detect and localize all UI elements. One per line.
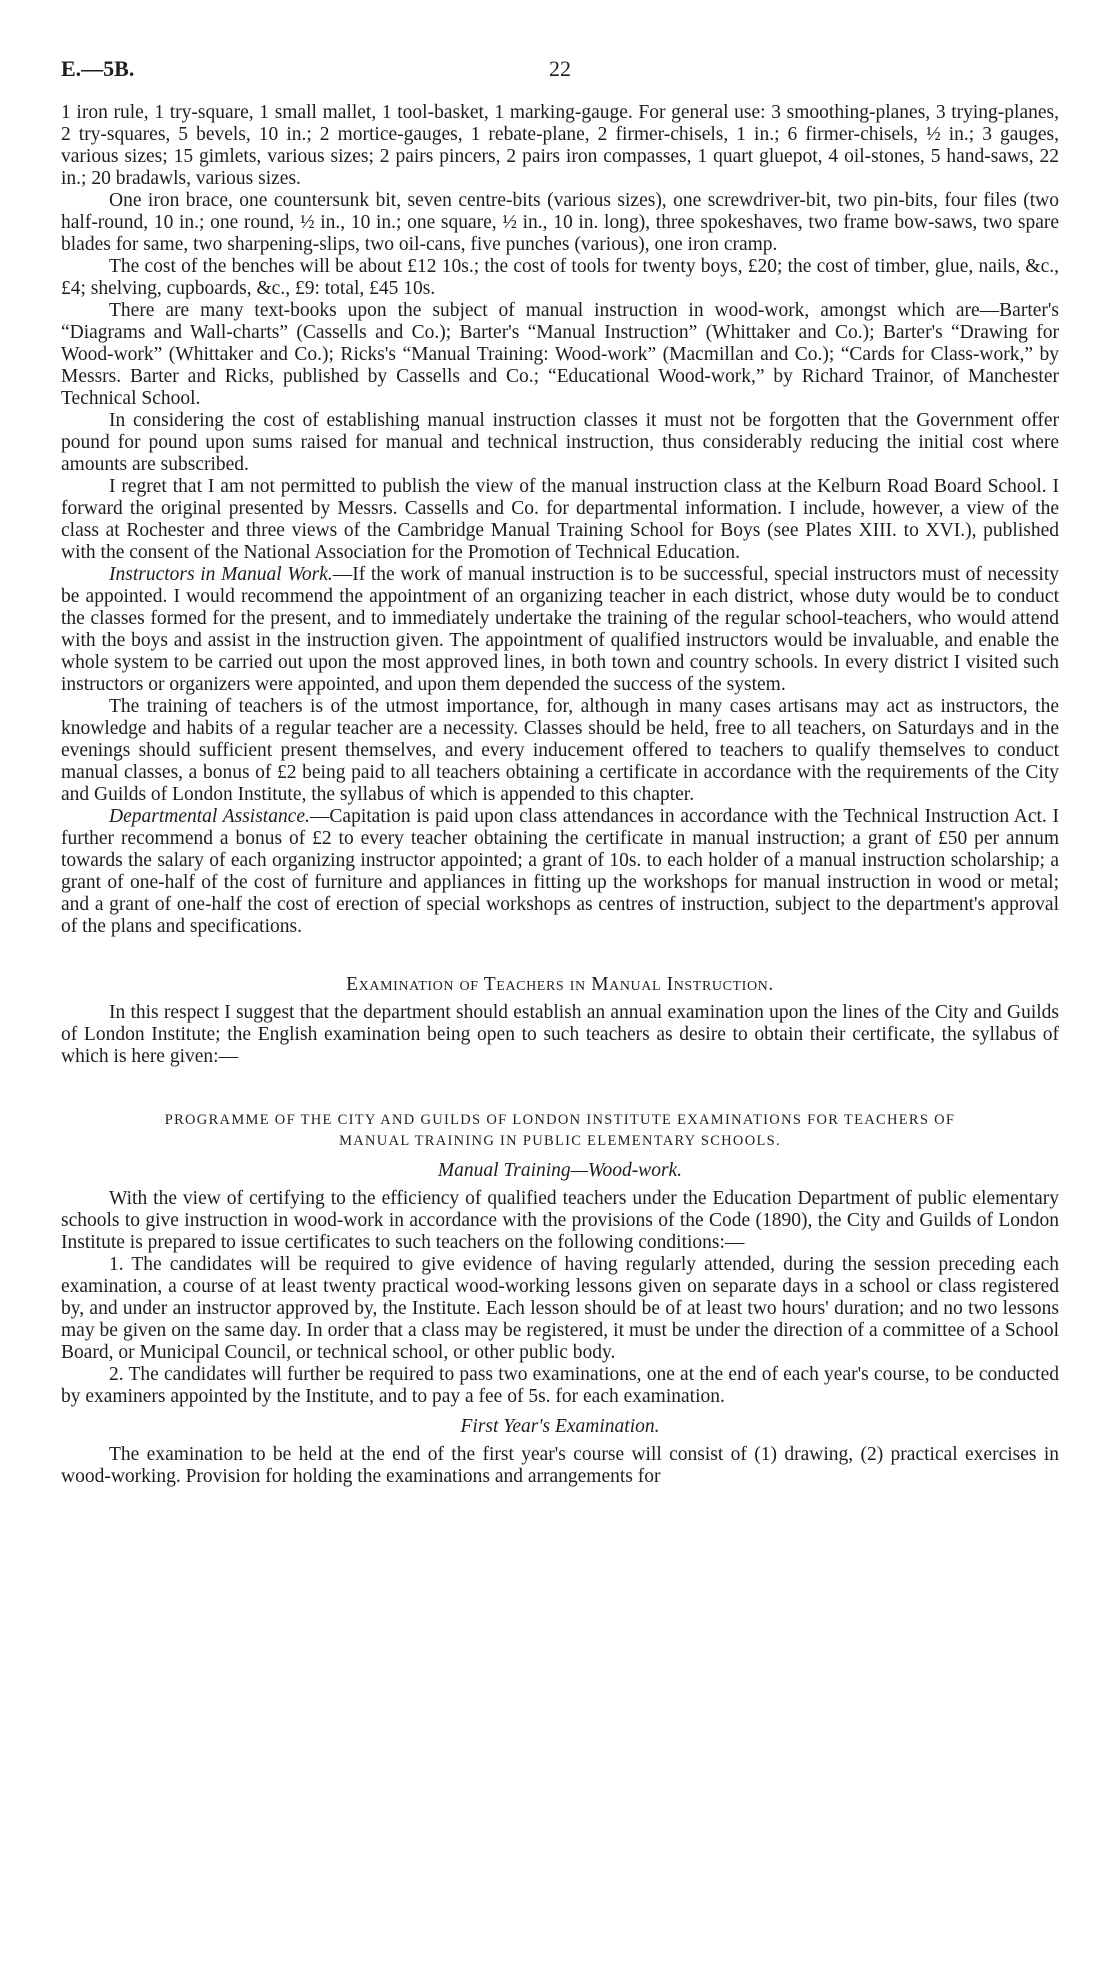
page-number: 22 [549, 56, 571, 81]
page-header [61, 58, 1059, 102]
cost-establishing-paragraph: In considering the cost of establishing manual instruction classes it must not be forgotten that the Government offer pound for pound upon sums raised for manual and technical instruction, thus considerably reducing the initial cost where amounts are subscribed. [61, 410, 1059, 475]
instructors-body: —If the work of manual instruction is to be successful, special instructors must of necessity be appointed. I would recommend the appointment of an organizing teacher in each district, whose duty would be to conduct the classes formed for the present, and to immediately undertake the training of the regular school-teachers, who would attend with the boys and assist in the instruction given. The appointment of qualified instructors would be invaluable, and enable the whole system to be carried out upon the most approved lines, in both town and country schools. In every district I visited such instructors or organizers were appointed, and upon them depended the success of the system. [61, 564, 1059, 695]
programme-title [61, 1110, 1059, 1152]
tool-list-paragraph: 1 iron rule, 1 try-square, 1 small mallet, 1 tool-basket, 1 marking-gauge. For general use: 3 smoothing-planes, 3 trying-planes, 2 try-squares, 5 bevels, 10 in.; 2 mortice-gauges, 1 rebate-plane, 2 firmer-chisels, 1 in.; 6 firmer-chisels, ½ in.; 3 gauges, various sizes; 15 gimlets, various sizes; 2 pairs pincers, 2 pairs iron compasses, 1 quart gluepot, 4 oil-stones, 5 hand-saws, 22 in.; 20 bradawls, various sizes. [61, 102, 1059, 189]
assistance-lead: Departmental Assistance. [109, 806, 310, 827]
training-paragraph: The training of teachers is of the utmost importance, for, although in many cases artisans may act as instructors, the knowledge and habits of a regular teacher are a necessity. Classes should be held, free to all teachers, on Saturdays and in the evenings should sufficient present themselves, and every inducement offered to teachers to qualify themselves to conduct manual classes, a bonus of £2 being paid to all teachers obtaining a certificate in accordance with the requirements of the City and Guilds of London Institute, the syllabus of which is appended to this chapter. [61, 696, 1059, 805]
section-heading: Examination of Teachers in Manual Instruction. [346, 974, 774, 995]
tool-list-paragraph-2: One iron brace, one countersunk bit, seven centre-bits (various sizes), one screwdriver-bit, two pin-bits, four files (two half-round, 10 in.; one round, ½ in., 10 in.; one square, ½ in., 10 in. long), three spokeshaves, two frame bow-saws, two spare blades for same, two sharpening-slips, two oil-cans, five punches (various), one iron cramp. [61, 190, 1059, 255]
instructors-lead: Instructors in Manual Work. [109, 564, 333, 585]
programme-intro-paragraph: With the view of certifying to the efficiency of qualified teachers under the Education Department of public elementary schools to give instruction in wood-work in accordance with the provisions of the Code (1890), the City and Guilds of London Institute is prepared to issue certificates to such teachers on the following conditions:— [61, 1188, 1059, 1253]
instructors-paragraph [61, 564, 1059, 696]
textbooks-paragraph: There are many text-books upon the subject of manual instruction in wood-work, amongst which are—Barter's “Diagrams and Wall-charts” (Cassells and Co.); Barter's “Manual Instruction” (Whittaker and Co.); Barter's “Drawing for Wood-work” (Whittaker and Co.); Ricks's “Manual Training: Wood-work” (Macmillan and Co.); “Cards for Class-work,” by Messrs. Barter and Ricks, published by Cassells and Co.; “Educational Wood-work,” by Richard Trainor, of Manchester Technical School. [61, 300, 1059, 409]
exam-paragraph: In this respect I suggest that the department should establish an annual examination upon the lines of the City and Guilds of London Institute; the English examination being open to such teachers as desire to obtain their certificate, the syllabus of which is here given:— [61, 1002, 1059, 1067]
first-year-subtitle: First Year's Examination. [460, 1416, 660, 1437]
condition-1-paragraph: 1. The candidates will be required to give evidence of having regularly attended, during the session preceding each examination, a course of at least twenty practical wood-working lessons given on separate days in a school or class registered by, and under an instructor approved by, the Institute. Each lesson should be of at least two hours' duration; and no two lessons may be given on the same day. In order that a class may be registered, it must be under the direction of a committee of a School Board, or Municipal Council, or technical school, or other public body. [61, 1254, 1059, 1363]
first-year-paragraph: The examination to be held at the end of the first year's course will consist of (1) drawing, (2) practical exercises in wood-working. Provision for holding the examinations and arrangements for [61, 1444, 1059, 1487]
views-paragraph: I regret that I am not permitted to publish the view of the manual instruction class at the Kelburn Road Board School. I forward the original presented by Messrs. Cassells and Co. for departmental information. I include, however, a view of the class at Rochester and three views of the Cambridge Manual Training School for Boys (see Plates XIII. to XVI.), published with the consent of the National Association for the Promotion of Technical Education. [61, 476, 1059, 563]
condition-2-paragraph: 2. The candidates will further be required to pass two examinations, one at the end of each year's course, to be conducted by examiners appointed by the Institute, and to pay a fee of 5s. for each examination. [61, 1364, 1059, 1407]
cost-paragraph: The cost of the benches will be about £12 10s.; the cost of tools for twenty boys, £20; the cost of timber, glue, nails, &c., £4; shelving, cupboards, &c., £9: total, £45 10s. [61, 256, 1059, 299]
programme-subtitle: Manual Training—Wood-work. [437, 1160, 683, 1181]
assistance-body: —Capitation is paid upon class attendances in accordance with the Technical Instruction Act. I further recommend a bonus of £2 to every teacher obtaining the certificate in manual instruction; a grant of £50 per annum towards the salary of each organizing instructor appointed; a grant of 10s. to each holder of a manual instruction scholarship; a grant of one-half of the cost of furniture and appliances in fitting up the workshops for manual instruction in wood or metal; and a grant of one-half the cost of erection of special workshops as centres of instruction, subject to the department's approval of the plans and specifications. [61, 806, 1059, 937]
assistance-paragraph [61, 806, 1059, 938]
programme-title-line-2: MANUAL TRAINING IN PUBLIC ELEMENTARY SCHOOLS. [339, 1133, 781, 1149]
programme-title-line-1: PROGRAMME OF THE CITY AND GUILDS OF LONDON INSTITUTE EXAMINATIONS FOR TEACHERS OF [164, 1112, 956, 1128]
document-code: E.—5B. [61, 56, 135, 81]
